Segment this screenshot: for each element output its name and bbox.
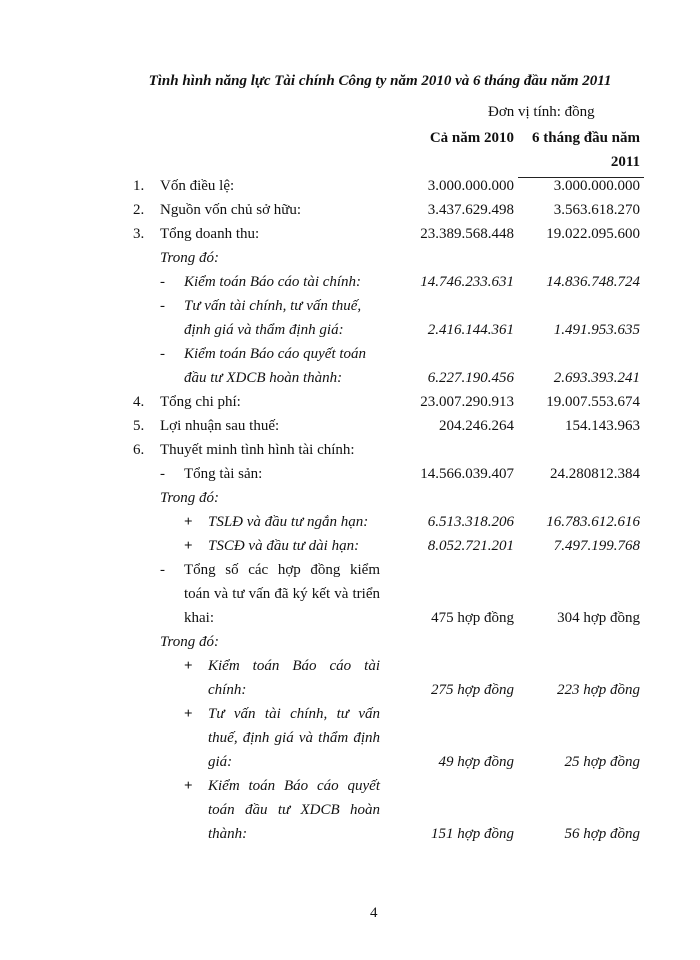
value-6months: 7.497.199.768	[553, 538, 640, 554]
value-2010: 23.389.568.448	[420, 226, 514, 242]
trong-do-label: Trong đó:	[160, 634, 220, 650]
plus-bullet: +	[184, 778, 193, 794]
value-2010: 6.513.318.206	[427, 514, 514, 530]
row-label-loi-nhuan: Lợi nhuận sau thuế:	[160, 418, 280, 434]
value-6months: 3.563.618.270	[553, 202, 640, 218]
row-label-kt-bctc-line1: Kiểm toán Báo cáo tài	[208, 658, 380, 674]
value-2010: 8.052.721.201	[427, 538, 514, 554]
row-number: 6.	[133, 442, 145, 458]
row-label-qt-line1: Kiểm toán Báo cáo quyết	[208, 778, 380, 794]
unit-label: Đơn vị tính: đồng	[488, 104, 595, 120]
row-number: 5.	[133, 418, 145, 434]
value-6months: 304 hợp đồng	[557, 610, 640, 626]
row-label-tsld: TSLĐ và đầu tư ngắn hạn:	[208, 514, 369, 530]
value-2010: 275 hợp đồng	[430, 682, 514, 698]
value-2010: 3.437.629.498	[427, 202, 514, 218]
value-6months: 223 hợp đồng	[556, 682, 640, 698]
plus-bullet: +	[184, 538, 193, 554]
trong-do-label: Trong đó:	[160, 490, 220, 506]
dash-bullet: -	[160, 562, 165, 578]
row-label-tong-so-hd-line3: khai:	[184, 610, 214, 626]
document-title: Tình hình năng lực Tài chính Công ty năm 2010 và 6 tháng đầu năm 2011	[148, 73, 612, 89]
row-label-tong-doanh-thu: Tổng doanh thu:	[160, 226, 260, 242]
row-label-tong-so-hd-line2: toán và tư vấn đã ký kết và triển	[184, 586, 380, 602]
value-6months: 19.007.553.674	[546, 394, 640, 410]
row-label-quyet-toan-line1: Kiểm toán Báo cáo quyết toán	[184, 346, 367, 362]
value-2010: 49 hợp đồng	[438, 754, 514, 770]
value-6months: 154.143.963	[565, 418, 640, 434]
value-6months: 56 hợp đồng	[564, 826, 640, 842]
value-2010: 14.566.039.407	[420, 466, 514, 482]
row-label-tv-line2: thuế, định giá và thẩm định	[208, 730, 380, 746]
row-label-tong-chi-phi: Tổng chi phí:	[160, 394, 241, 410]
value-6months: 3.000.000.000	[553, 178, 640, 194]
plus-bullet: +	[184, 514, 193, 530]
value-6months: 24.280812.384	[550, 466, 640, 482]
value-2010: 23.007.290.913	[420, 394, 514, 410]
value-2010: 151 hợp đồng	[430, 826, 514, 842]
row-label-tong-tai-san: Tổng tài sản:	[184, 466, 263, 482]
row-label-tv-line1: Tư vấn tài chính, tư vấn	[208, 706, 380, 722]
dash-bullet: -	[160, 466, 165, 482]
row-label-tu-van-line2: định giá và thẩm định giá:	[184, 322, 344, 338]
row-label-tong-so-hd-line1: Tổng số các hợp đồng kiểm	[184, 562, 380, 578]
row-label-qt-line3: thành:	[208, 826, 248, 842]
page-number: 4	[370, 905, 378, 921]
value-6months: 1.491.953.635	[553, 322, 640, 338]
row-label-nguon-von: Nguồn vốn chủ sở hữu:	[160, 202, 302, 218]
row-label-quyet-toan-line2: đầu tư XDCB hoàn thành:	[184, 370, 343, 386]
row-label-qt-line2: toán đầu tư XDCB hoàn	[208, 802, 380, 818]
row-label-von-dieu-le: Vốn điều lệ:	[160, 178, 235, 194]
value-2010: 204.246.264	[439, 418, 514, 434]
value-2010: 6.227.190.456	[427, 370, 514, 386]
dash-bullet: -	[160, 274, 165, 290]
value-6months: 2.693.393.241	[553, 370, 640, 386]
dash-bullet: -	[160, 298, 165, 314]
column-header-6months: 6 tháng đầu năm	[532, 130, 640, 146]
row-label-kt-bctc-line2: chính:	[208, 682, 247, 698]
value-2010: 3.000.000.000	[427, 178, 514, 194]
value-2010: 2.416.144.361	[427, 322, 514, 338]
row-number: 2.	[133, 202, 145, 218]
row-label-thuyet-minh: Thuyết minh tình hình tài chính:	[160, 442, 355, 458]
column-header-6months-year: 2011	[610, 154, 640, 170]
row-number: 3.	[133, 226, 145, 242]
value-2010: 475 hợp đồng	[431, 610, 514, 626]
trong-do-label: Trong đó:	[160, 250, 220, 266]
value-2010: 14.746.233.631	[420, 274, 514, 290]
dash-bullet: -	[160, 346, 165, 362]
plus-bullet: +	[184, 658, 193, 674]
value-6months: 14.836.748.724	[546, 274, 640, 290]
row-number: 4.	[133, 394, 145, 410]
plus-bullet: +	[184, 706, 193, 722]
value-6months: 16.783.612.616	[546, 514, 640, 530]
row-number: 1.	[133, 178, 145, 194]
row-label-tscd: TSCĐ và đầu tư dài hạn:	[208, 538, 360, 554]
row-label-tu-van-line1: Tư vấn tài chính, tư vấn thuế,	[184, 298, 362, 314]
value-6months: 19.022.095.600	[546, 226, 640, 242]
value-6months: 25 hợp đồng	[564, 754, 640, 770]
column-header-2010: Cả năm 2010	[429, 130, 514, 146]
row-label-kiem-toan-bctc: Kiểm toán Báo cáo tài chính:	[184, 274, 362, 290]
row-label-tv-line3: giá:	[208, 754, 233, 770]
